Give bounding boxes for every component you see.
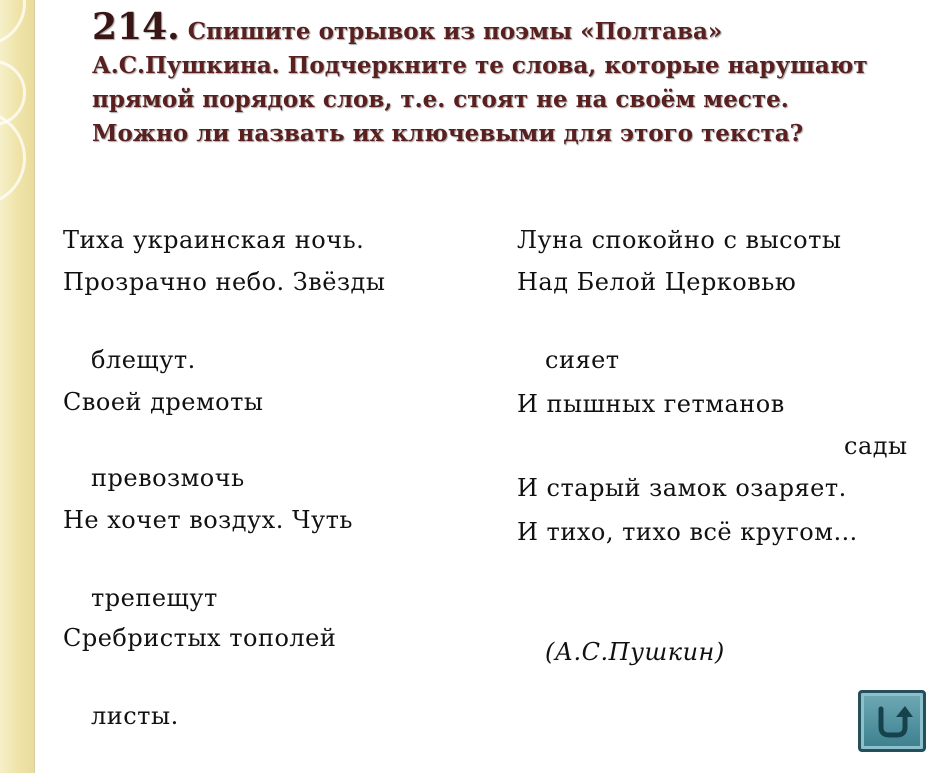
- poem-line: блещут.: [91, 346, 196, 374]
- task-instruction: Спишите отрывок из поэмы «Полтава» А.С.Пушкина. Подчеркните те слова, которые нарушают прямой порядок слов, т.е. стоят не на своём месте. Можно ли назвать их ключевыми для этого текста?: [92, 18, 868, 147]
- poem-line: сияет: [545, 346, 620, 374]
- poem-line: сады: [844, 432, 908, 460]
- poem-line: Прозрачно небо. Звёзды: [63, 268, 386, 296]
- poem-line: трепещут: [91, 584, 218, 612]
- poem-line: превозмочь: [91, 464, 245, 492]
- poem-line: листы.: [91, 702, 179, 730]
- poem-line: Своей дремоты: [63, 388, 264, 416]
- poem-line: И старый замок озаряет.: [517, 474, 847, 502]
- back-button[interactable]: [858, 690, 926, 752]
- poem-line: Над Белой Церковью: [517, 268, 797, 296]
- poem-line: Не хочет воздух. Чуть: [63, 506, 353, 534]
- return-arrow-icon: [871, 701, 913, 741]
- decorative-side-strip: [0, 0, 34, 773]
- poem-author: (А.С.Пушкин): [545, 638, 725, 666]
- side-divider: [34, 0, 35, 773]
- task-text: [92, 6, 892, 151]
- poem-line: И тихо, тихо всё кругом…: [517, 518, 858, 546]
- poem-line: И пышных гетманов: [517, 390, 785, 418]
- poem-line: Луна спокойно с высоты: [517, 226, 842, 254]
- poem-line: Сребристых тополей: [63, 624, 337, 652]
- poem-line: Тиха украинская ночь.: [63, 226, 365, 254]
- task-number: 214.: [92, 6, 180, 48]
